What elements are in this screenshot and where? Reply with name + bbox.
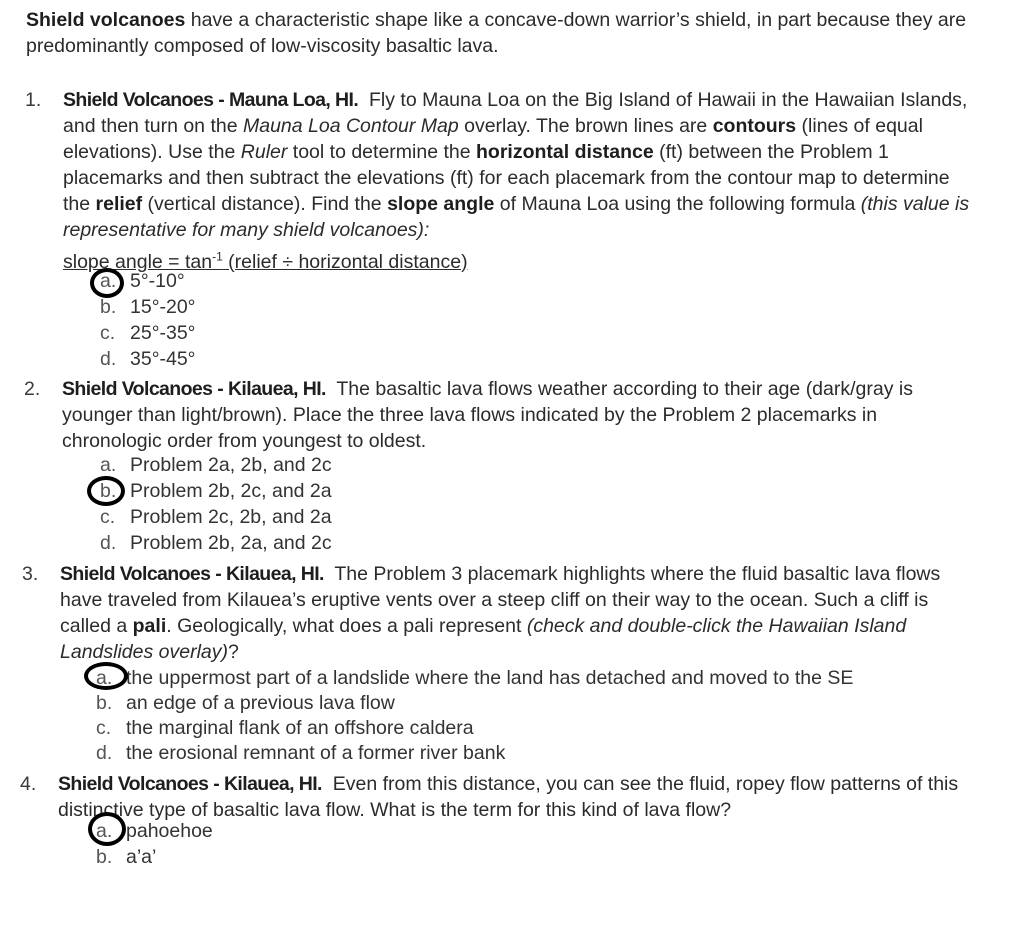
q2-option-d[interactable]	[100, 530, 332, 556]
q3-option-b[interactable]	[96, 690, 395, 716]
option-letter: c.	[100, 506, 116, 528]
question-3	[22, 561, 970, 665]
q2-option-b[interactable]	[100, 478, 332, 504]
question-number: 4.	[20, 773, 37, 795]
question-text: Fly to Mauna Loa on the Big Island of Hawaii in the Hawaiian Islands, and then turn on the	[63, 89, 968, 137]
question-text: The Problem 3 placemark highlights where the fluid basaltic lava flows have traveled from Kilauea’s eruptive vents over a steep cliff on their way to the ocean. Such a cliff is called a	[60, 563, 941, 637]
option-letter: a.	[100, 454, 117, 476]
question-title: Shield Volcanoes - Kilauea, HI.	[62, 378, 326, 400]
question-text: of Mauna Loa using the following formula	[494, 193, 861, 215]
answer-circle-mark	[87, 476, 125, 506]
term-pali: pali	[132, 615, 167, 637]
overlay-name: Mauna Loa Contour Map	[242, 115, 459, 137]
question-note: (this value is representative for many shield volcanoes):	[63, 193, 970, 241]
question-text: (vertical distance). Find the	[142, 193, 388, 215]
option-text: 15°-20°	[130, 296, 196, 318]
option-text: the uppermost part of a landslide where the land has detached and moved to the SE	[126, 667, 854, 689]
option-text: 5°-10°	[130, 270, 185, 292]
q2-option-c[interactable]	[100, 504, 332, 530]
question-text: overlay. The brown lines are	[458, 115, 713, 137]
formula-text: slope angle = tan	[63, 250, 213, 273]
question-2	[24, 376, 972, 454]
question-text: ?	[228, 641, 239, 663]
option-letter: b.	[96, 846, 113, 868]
option-letter: c.	[100, 322, 116, 344]
question-number: 1.	[25, 89, 42, 111]
formula-text: (relief ÷ horizontal distance)	[222, 250, 468, 273]
option-text: the erosional remnant of a former river bank	[126, 742, 506, 764]
option-letter: b.	[100, 480, 117, 502]
option-letter: d.	[96, 742, 113, 764]
option-letter: b.	[96, 692, 113, 714]
term-slope-angle: slope angle	[387, 193, 495, 215]
question-text: (lines of equal elevations). Use the	[63, 115, 923, 163]
question-text: Even from this distance, you can see the fluid, ropey flow patterns of this distinctive type of basaltic lava flow. What is the term for this kind of lava flow?	[58, 773, 959, 821]
option-text: 25°-35°	[130, 322, 196, 344]
option-text: a’a’	[126, 846, 157, 868]
q3-option-d[interactable]	[96, 740, 505, 766]
option-text: Problem 2c, 2b, and 2a	[130, 506, 332, 528]
option-text: 35°-45°	[130, 348, 196, 370]
q3-option-c[interactable]	[96, 715, 474, 741]
term-relief: relief	[95, 193, 143, 215]
option-text: Problem 2b, 2a, and 2c	[130, 532, 332, 554]
question-title: Shield Volcanoes - Mauna Loa, HI.	[63, 89, 359, 111]
formula-superscript: -1	[212, 249, 223, 263]
term-contours: contours	[712, 115, 797, 137]
option-text: an edge of a previous lava flow	[126, 692, 395, 714]
option-letter: a.	[96, 820, 113, 842]
q1-option-c[interactable]	[100, 320, 195, 346]
question-1	[25, 87, 973, 275]
intro-text: have a characteristic shape like a concave-down warrior’s shield, in part because they are predominantly composed of low-viscosity basaltic lava.	[26, 9, 967, 57]
intro-paragraph	[26, 7, 986, 59]
option-letter: c.	[96, 717, 112, 739]
option-letter: a.	[100, 270, 117, 292]
answer-circle-mark	[90, 268, 124, 298]
question-number: 3.	[22, 563, 39, 585]
question-text: (ft) between the Problem 1 placemarks and then subtract the elevations (ft) for each placemark from the contour map to determine the	[63, 141, 950, 215]
option-text: Problem 2a, 2b, and 2c	[130, 454, 332, 476]
option-letter: d.	[100, 532, 117, 554]
option-letter: d.	[100, 348, 117, 370]
answer-circle-mark	[84, 662, 128, 690]
q2-option-a[interactable]	[100, 452, 332, 478]
option-letter: a.	[96, 667, 113, 689]
option-letter: b.	[100, 296, 117, 318]
question-4	[20, 771, 968, 823]
answer-circle-mark	[88, 812, 126, 846]
term-horizontal-distance: horizontal distance	[476, 141, 654, 163]
question-text: The basaltic lava flows weather according to their age (dark/gray is younger than light/brown). Place the three lava flows indicated by the Problem 2 placemarks in chronologic order from youngest to oldest.	[62, 378, 913, 452]
question-text: . Geologically, what does a pali represent	[166, 615, 527, 637]
question-title: Shield Volcanoes - Kilauea, HI.	[60, 563, 324, 585]
q1-option-b[interactable]	[100, 294, 195, 320]
q1-option-d[interactable]	[100, 346, 195, 372]
option-text: Problem 2b, 2c, and 2a	[130, 480, 332, 502]
tool-name: Ruler	[240, 141, 288, 163]
question-note: (check and double-click the Hawaiian Island Landslides overlay)	[60, 615, 907, 663]
option-text: pahoehoe	[126, 820, 213, 842]
question-title: Shield Volcanoes - Kilauea, HI.	[58, 773, 322, 795]
q4-option-b[interactable]	[96, 844, 156, 870]
option-text: the marginal flank of an offshore caldera	[126, 717, 474, 739]
question-number: 2.	[24, 378, 41, 400]
question-text: tool to determine the	[287, 141, 476, 163]
intro-lead: Shield volcanoes	[26, 9, 186, 31]
q3-option-a[interactable]	[96, 665, 853, 691]
